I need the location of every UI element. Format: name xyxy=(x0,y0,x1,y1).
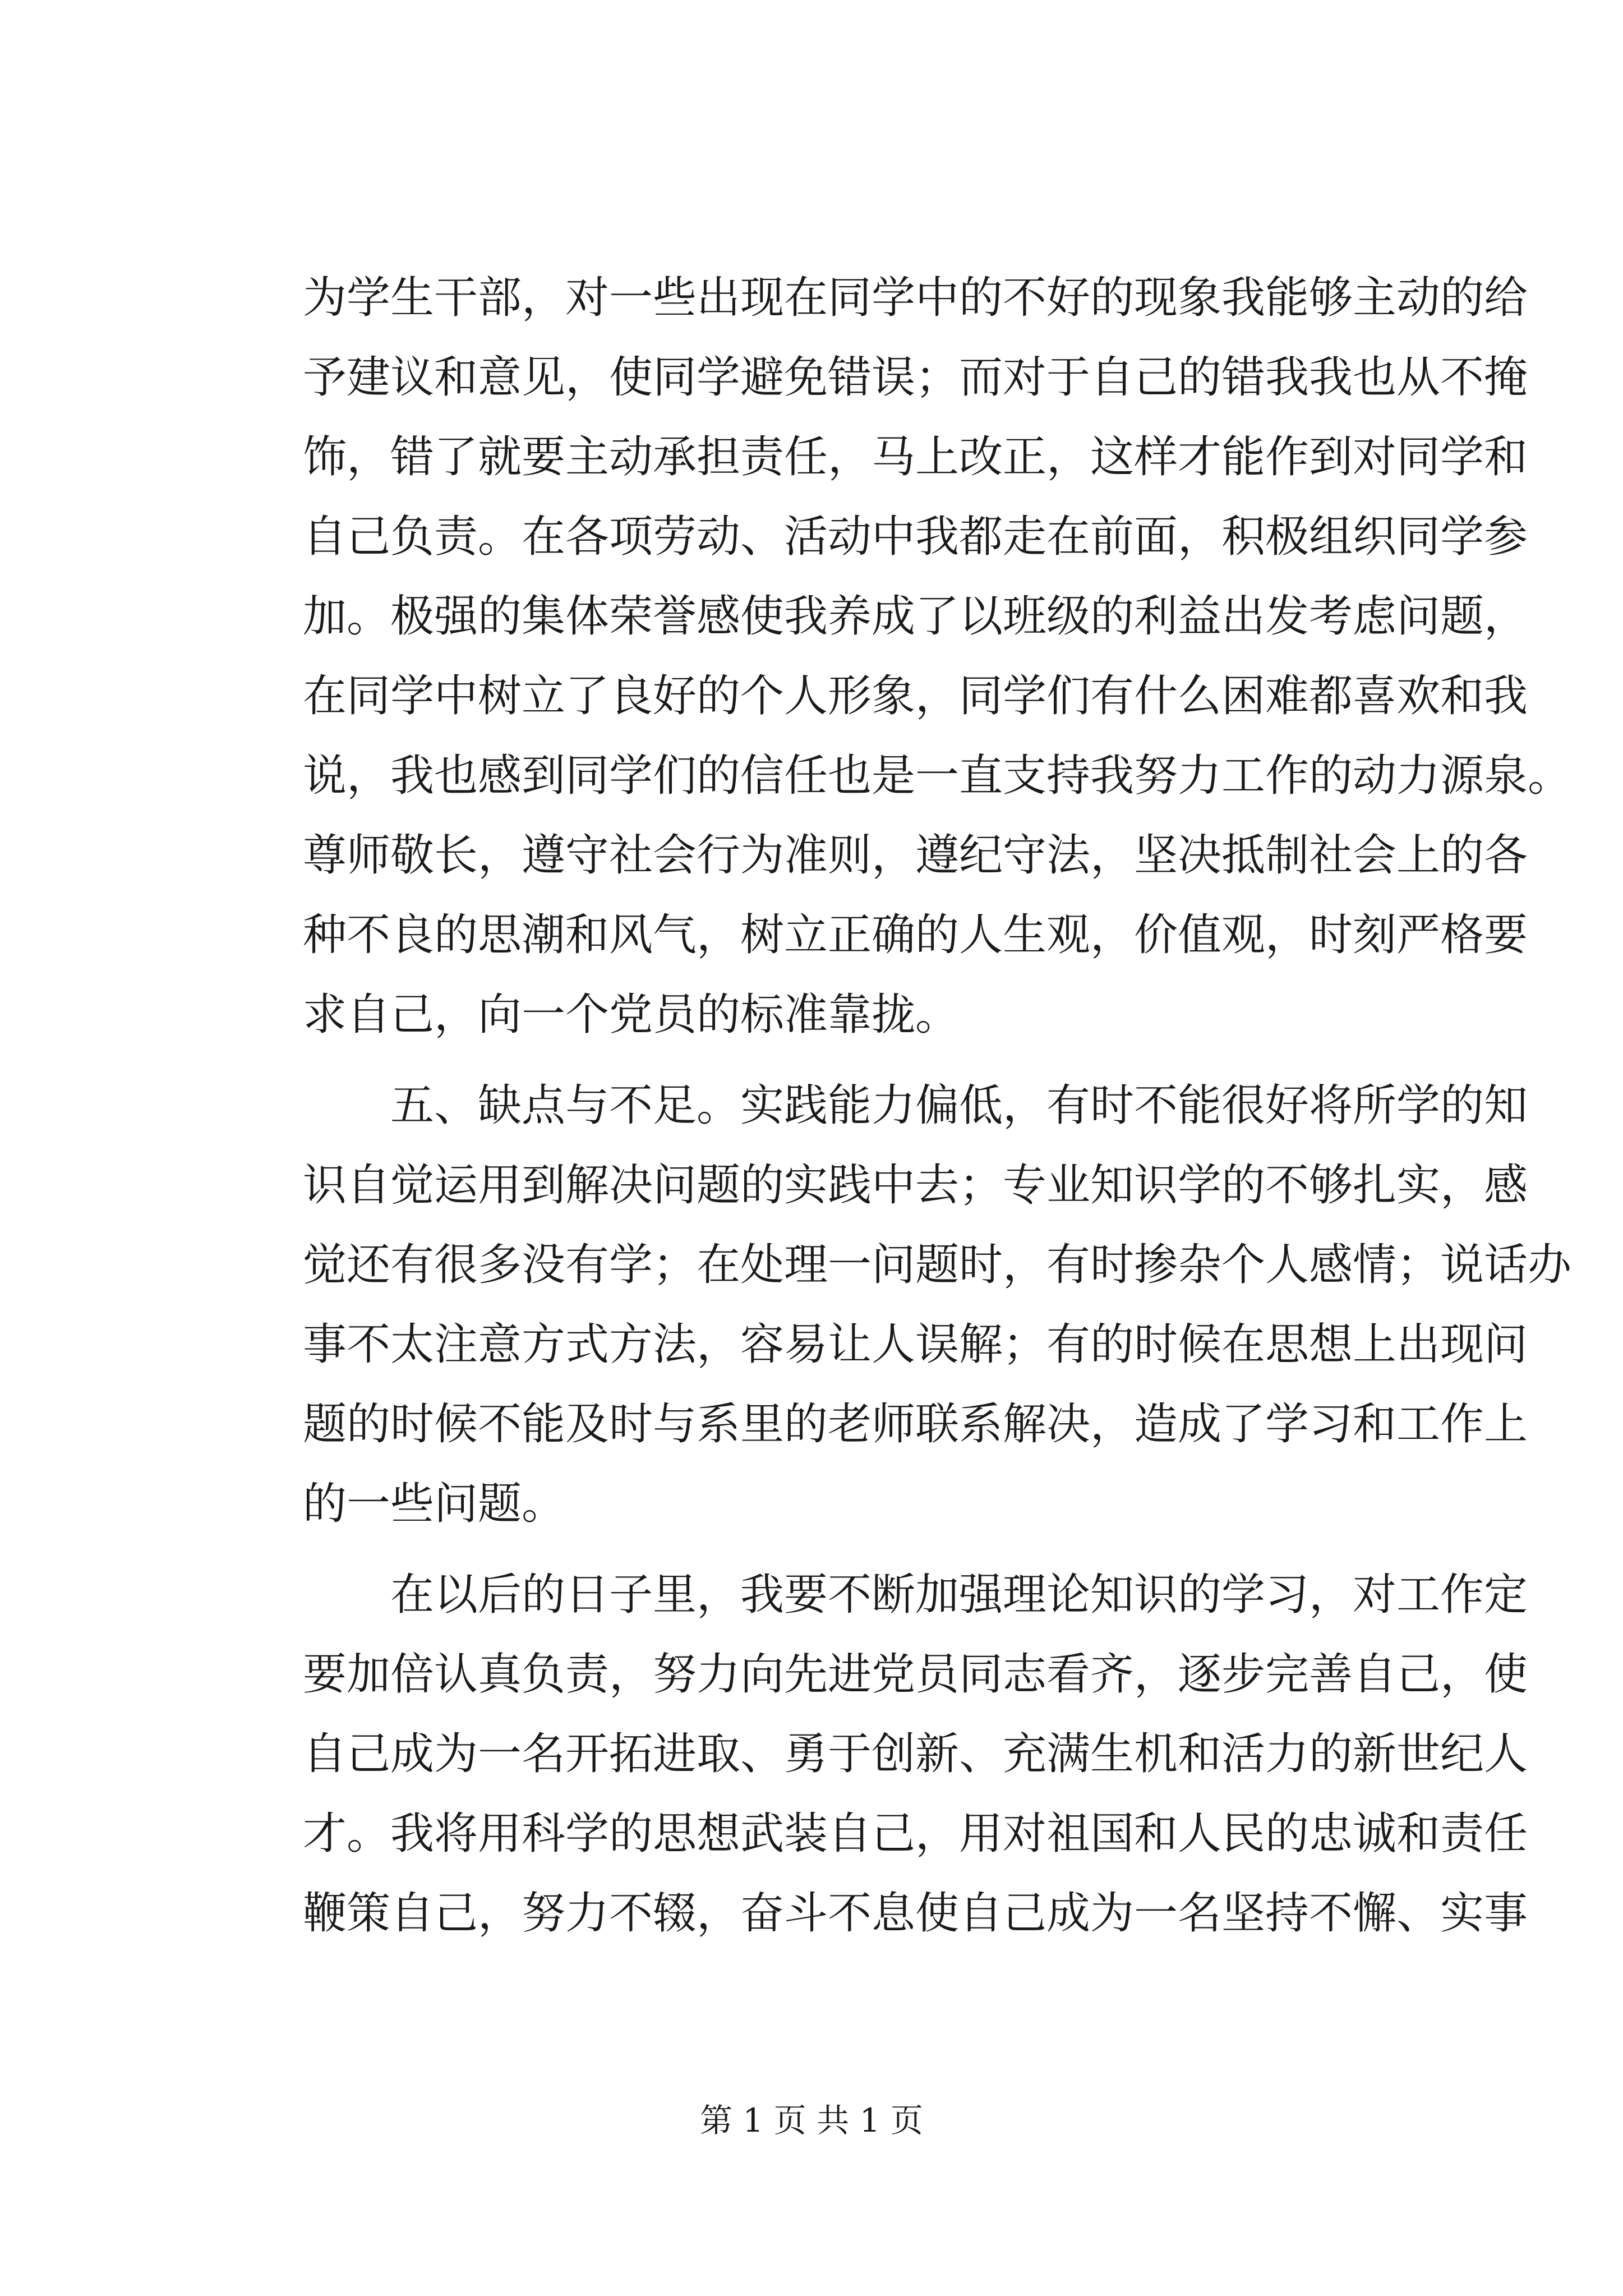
paragraph-3 xyxy=(303,1555,1528,1953)
text-line: 求自己，向一个党员的标准靠拢。 xyxy=(303,990,960,1040)
paragraph-1 xyxy=(303,258,1572,1055)
text-line: 饰，错了就要主动承担责任，马上改正，这样才能作到对同学和 xyxy=(303,432,1528,482)
text-line: 自己负责。在各项劳动、活动中我都走在前面，积极组织同学参 xyxy=(303,512,1528,562)
text-line: 鞭策自己，努力不辍，奋斗不息使自己成为一名坚持不懈、实事 xyxy=(303,1888,1528,1939)
text-line: 事不太注意方式方法，容易让人误解；有的时候在思想上出现问 xyxy=(303,1319,1528,1370)
body-text xyxy=(303,258,1572,1953)
text-line: 五、缺点与不足。实践能力偏低，有时不能很好将所学的知 xyxy=(303,1080,1528,1131)
text-line: 题的时候不能及时与系里的老师联系解决，造成了学习和工作上 xyxy=(303,1399,1528,1450)
text-line: 种不良的思潮和风气，树立正确的人生观，价值观，时刻严格要 xyxy=(303,910,1528,960)
text-line: 自己成为一名开拓进取、勇于创新、充满生机和活力的新世纪人 xyxy=(303,1729,1528,1779)
text-line: 识自觉运用到解决问题的实践中去；专业知识学的不够扎实，感 xyxy=(303,1160,1528,1211)
text-line: 为学生干部，对一些出现在同学中的不好的现象我能够主动的给 xyxy=(303,273,1528,323)
paragraph-2 xyxy=(303,1066,1572,1544)
page-footer xyxy=(0,2098,1623,2143)
text-line: 要加倍认真负责，努力向先进党员同志看齐，逐步完善自己，使 xyxy=(303,1649,1528,1700)
text-line: 在同学中树立了良好的个人形象，同学们有什么困难都喜欢和我 xyxy=(303,671,1528,721)
text-line: 予建议和意见，使同学避免错误；而对于自己的错我我也从不掩 xyxy=(303,352,1528,403)
page-number-label: 第 1 页 共 1 页 xyxy=(700,2101,923,2139)
text-line: 觉还有很多没有学；在处理一问题时，有时掺杂个人感情；说话办 xyxy=(303,1240,1572,1290)
text-line: 加。极强的集体荣誉感使我养成了以班级的利益出发考虑问题， xyxy=(303,591,1528,642)
text-line: 才。我将用科学的思想武装自己，用对祖国和人民的忠诚和责任 xyxy=(303,1809,1528,1859)
paragraph-gap xyxy=(303,1055,1419,1066)
text-line: 说，我也感到同学们的信任也是一直支持我努力工作的动力源泉。 xyxy=(303,751,1572,801)
paragraph-gap xyxy=(303,1544,1419,1555)
text-line: 尊师敬长，遵守社会行为准则，遵纪守法，坚决抵制社会上的各 xyxy=(303,830,1528,881)
text-line: 的一些问题。 xyxy=(303,1479,566,1529)
text-line: 在以后的日子里，我要不断加强理论知识的学习，对工作定 xyxy=(303,1570,1528,1620)
